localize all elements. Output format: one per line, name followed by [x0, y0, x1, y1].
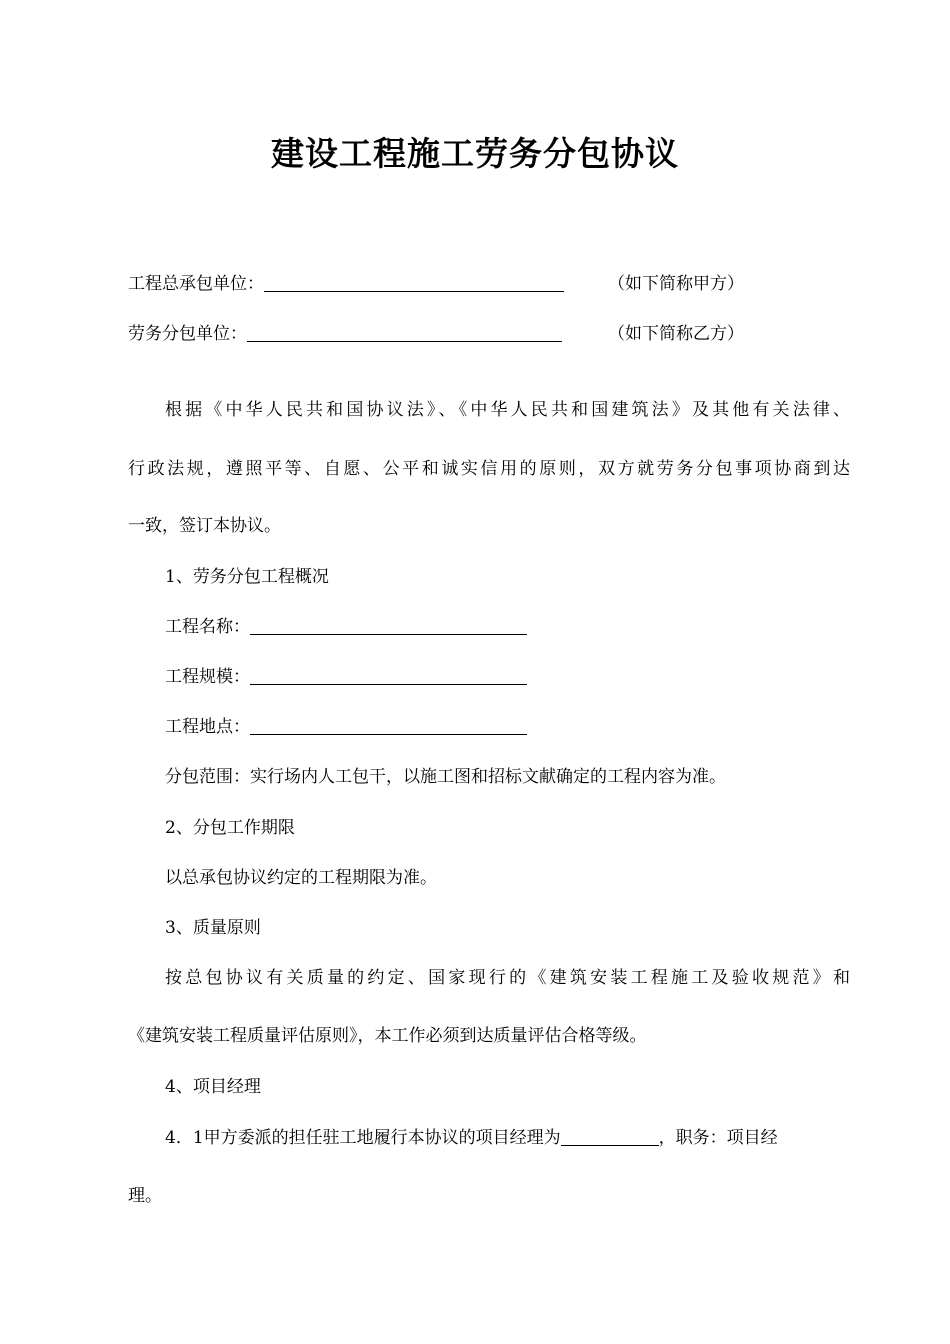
project-location-blank-field[interactable]: [250, 716, 527, 735]
contractor-label: 工程总承包单位：: [128, 274, 264, 294]
project-scale-label: 工程规模：: [165, 667, 250, 687]
intro-line-1: [165, 398, 850, 422]
section4-clause-suffix: ，职务：项目经: [658, 1128, 778, 1148]
project-name-blank-field[interactable]: [250, 616, 527, 635]
section4-clause-line: [165, 1126, 778, 1150]
section4-clause-end: 理。: [128, 1186, 162, 1206]
project-manager-blank-field[interactable]: [561, 1127, 659, 1146]
project-scale-blank-field[interactable]: [250, 666, 527, 685]
section3-text-1: 按总包协议有关质量的约定、国家现行的《建筑安装工程施工及验收规范》和: [165, 968, 850, 988]
project-location-line: [165, 715, 527, 739]
section4-clause-prefix: 4．1甲方委派的担任驻工地履行本协议的项目经理为: [165, 1128, 561, 1148]
section2-heading: 2、分包工作期限: [165, 818, 295, 838]
contractor-note: （如下简称甲方）: [608, 274, 744, 294]
subcontractor-note: （如下简称乙方）: [608, 324, 744, 344]
project-scale-line: [165, 665, 527, 689]
project-name-label: 工程名称：: [165, 617, 250, 637]
intro-line-3: 一致，签订本协议。: [128, 516, 281, 536]
intro-text-2: 行政法规，遵照平等、自愿、公平和诚实信用的原则，双方就劳务分包事项协商到达: [128, 459, 850, 479]
subcontractor-blank-field[interactable]: [247, 323, 562, 342]
subcontractor-label: 劳务分包单位：: [128, 324, 247, 344]
section3-heading: 3、质量原则: [165, 918, 261, 938]
section3-line-1: [165, 966, 850, 990]
section3-line-2: 《建筑安装工程质量评估原则》，本工作必须到达质量评估合格等级。: [128, 1026, 647, 1046]
intro-line-2: [128, 457, 850, 481]
section4-heading: 4、项目经理: [165, 1077, 261, 1097]
section1-heading: 1、劳务分包工程概况: [165, 567, 329, 587]
contractor-blank-field[interactable]: [264, 273, 564, 292]
section2-text: 以总承包协议约定的工程期限为准。: [165, 868, 437, 888]
intro-text-1: 根据《中华人民共和国协议法》、《中华人民共和国建筑法》及其他有关法律、: [165, 400, 850, 420]
project-name-line: [165, 615, 527, 639]
subcontractor-line: [128, 322, 562, 346]
document-title: 建设工程施工劳务分包协议: [271, 134, 679, 173]
project-location-label: 工程地点：: [165, 717, 250, 737]
scope-text: 分包范围：实行场内人工包干，以施工图和招标文献确定的工程内容为准。: [165, 767, 726, 787]
contractor-line: [128, 272, 564, 296]
